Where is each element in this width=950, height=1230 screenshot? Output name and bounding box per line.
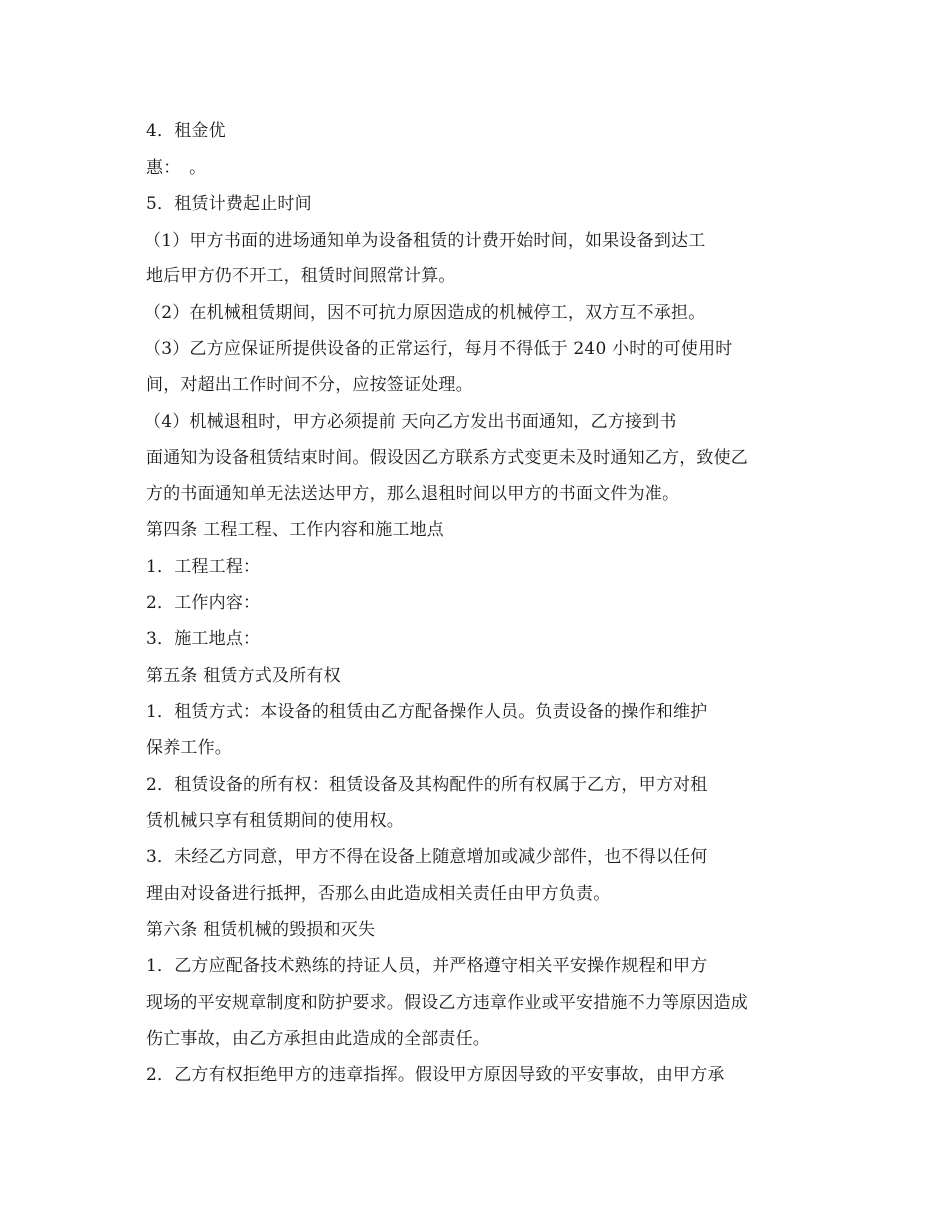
text-line: 2．工作内容： xyxy=(146,593,261,613)
text-line: 1．乙方应配备技术熟练的持证人员，并严格遵守相关平安操作规程和甲方 xyxy=(146,956,708,976)
text-line: （2）在机械租赁期间，因不可抗力原因造成的机械停工，双方互不承担。 xyxy=(144,303,706,323)
text-line: 面通知为设备租赁结束时间。假设因乙方联系方式变更未及时通知乙方，致使乙 xyxy=(146,448,748,468)
text-line: 赁机械只享有租赁期间的使用权。 xyxy=(146,811,404,831)
text-line: 2．乙方有权拒绝甲方的违章指挥。假设甲方原因导致的平安事故，由甲方承 xyxy=(146,1065,725,1085)
text-line: 保养工作。 xyxy=(146,738,232,758)
text-line: 2．租赁设备的所有权：租赁设备及其构配件的所有权属于乙方，甲方对租 xyxy=(146,775,708,795)
text-line: 5．租赁计费起止时间 xyxy=(146,194,312,214)
text-line: 间，对超出工作时间不分，应按签证处理。 xyxy=(146,375,473,395)
section-heading: 第四条 工程工程、工作内容和施工地点 xyxy=(146,520,445,540)
text-line: （4）机械退租时，甲方必须提前 天向乙方发出书面通知，乙方接到书 xyxy=(144,412,677,432)
text-line: 3．未经乙方同意，甲方不得在设备上随意增加或减少部件，也不得以任何 xyxy=(146,847,708,867)
text-line: 现场的平安规章制度和防护要求。假设乙方违章作业或平安措施不力等原因造成 xyxy=(146,993,748,1013)
section-heading: 第五条 租赁方式及所有权 xyxy=(146,666,341,686)
text-line: （1）甲方书面的进场通知单为设备租赁的计费开始时间，如果设备到达工 xyxy=(144,231,706,251)
text-line: 伤亡事故，由乙方承担由此造成的全部责任。 xyxy=(146,1029,490,1049)
text-line: 惠： 。 xyxy=(146,158,207,178)
text-line: 4．租金优 xyxy=(146,121,226,141)
text-line: 地后甲方仍不开工，租赁时间照常计算。 xyxy=(146,266,456,286)
text-line: 方的书面通知单无法送达甲方，那么退租时间以甲方的书面文件为准。 xyxy=(146,484,680,504)
text-line: 3．施工地点： xyxy=(146,629,261,649)
section-heading: 第六条 租赁机械的毁损和灭失 xyxy=(146,920,376,940)
text-line: 1．工程工程： xyxy=(146,557,261,577)
text-line: （3）乙方应保证所提供设备的正常运行，每月不得低于 240 小时的可使用时 xyxy=(144,339,733,359)
text-line: 1．租赁方式：本设备的租赁由乙方配备操作人员。负责设备的操作和维护 xyxy=(146,702,708,722)
text-line: 理由对设备进行抵押，否那么由此造成相关责任由甲方负责。 xyxy=(146,884,611,904)
